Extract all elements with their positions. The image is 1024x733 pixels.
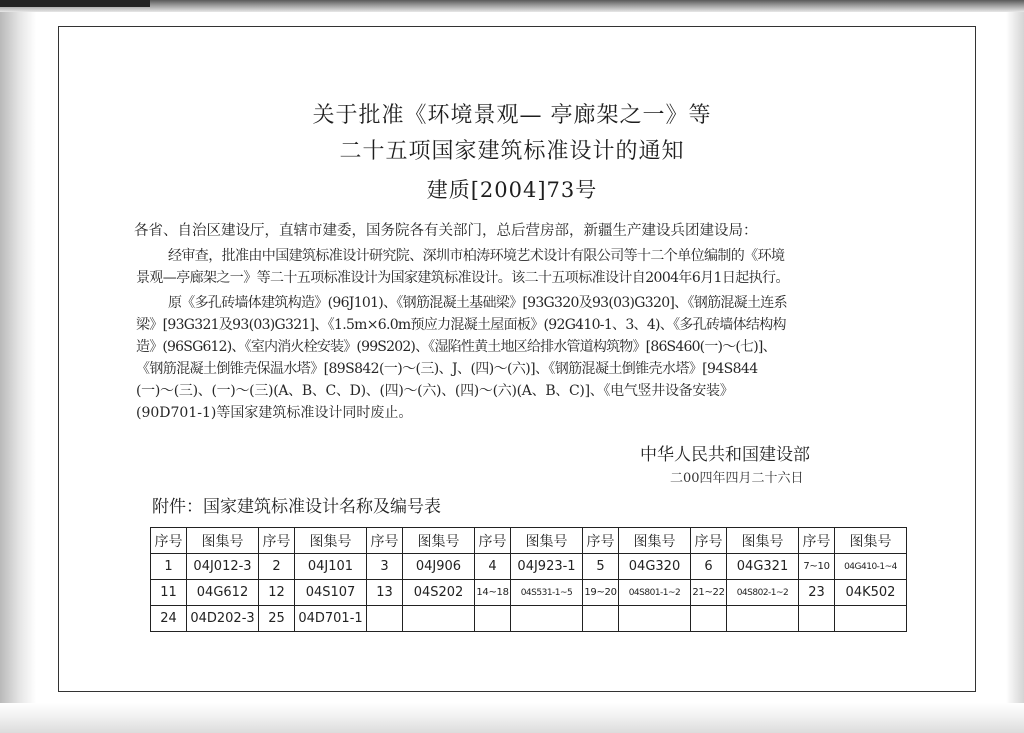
header-seq: 序号	[367, 528, 403, 554]
attachment-title: 附件：国家建筑标准设计名称及编号表	[152, 497, 441, 517]
table-cell	[727, 606, 799, 632]
table-cell: 5	[583, 554, 619, 580]
table-cell	[511, 606, 583, 632]
document-number: 建质[2004]73号	[426, 178, 598, 202]
table-row	[151, 606, 907, 632]
table-cell: 04G410-1~4	[835, 554, 907, 580]
table-cell: 04J906	[403, 554, 475, 580]
scan-edge-top	[0, 0, 1024, 12]
table-cell: 04D701-1	[295, 606, 367, 632]
header-atlas-no: 图集号	[619, 528, 691, 554]
table-cell: 24	[151, 606, 187, 632]
scan-edge-dark	[0, 0, 150, 7]
table-cell: 04S202	[403, 580, 475, 606]
paragraph-1-line-2: 景观—亭廊架之一》等二十五项标准设计为国家建筑标准设计。该二十五项标准设计自2004年6月1日起执行。	[136, 270, 789, 286]
addressees: 各省、自治区建设厅，直辖市建委，国务院各有关部门，总后营房部，新疆生产建设兵团建设局：	[134, 223, 758, 239]
table-cell	[619, 606, 691, 632]
header-seq: 序号	[475, 528, 511, 554]
scan-edge-bottom	[0, 703, 1024, 733]
table-cell: 04J101	[295, 554, 367, 580]
table-cell	[835, 606, 907, 632]
paragraph-2-line-4: 《钢筋混凝土倒锥壳保温水塔》[89S842(一)～(三)、J、(四)～(六)]、《钢筋混凝土倒锥壳水塔》[94S844	[136, 361, 758, 377]
notice-title-line-1: 关于批准《环境景观— 亭廊架之一》等	[312, 103, 712, 128]
table-cell: 3	[367, 554, 403, 580]
table-cell: 11	[151, 580, 187, 606]
header-seq: 序号	[691, 528, 727, 554]
table-cell: 04J012-3	[187, 554, 259, 580]
header-seq: 序号	[151, 528, 187, 554]
standards-table	[150, 527, 907, 632]
table-cell	[475, 606, 511, 632]
paragraph-2-line-3: 造》(96SG612)、《室内消火栓安装》(99S202)、《湿陷性黄土地区给排水管道构筑物》[86S460(一)～(七)]、	[136, 339, 776, 355]
table-cell	[799, 606, 835, 632]
table-cell: 04G612	[187, 580, 259, 606]
table-header-row	[151, 528, 907, 554]
table-cell: 12	[259, 580, 295, 606]
header-seq: 序号	[583, 528, 619, 554]
table-cell: 23	[799, 580, 835, 606]
table-cell	[583, 606, 619, 632]
issue-date: 二00四年四月二十六日	[670, 471, 804, 486]
table-cell: 04D202-3	[187, 606, 259, 632]
header-atlas-no: 图集号	[835, 528, 907, 554]
table-cell: 7~10	[799, 554, 835, 580]
table-cell	[403, 606, 475, 632]
paragraph-2-line-1: 原《多孔砖墙体建筑构造》(96J101)、《钢筋混凝土基础梁》[93G320及93(03)G320]、《钢筋混凝土连系	[168, 295, 787, 311]
header-seq: 序号	[799, 528, 835, 554]
table-cell: 04J923-1	[511, 554, 583, 580]
header-atlas-no: 图集号	[403, 528, 475, 554]
table-cell: 04K502	[835, 580, 907, 606]
table-row	[151, 580, 907, 606]
table-cell: 04S801-1~2	[619, 580, 691, 606]
issuing-authority: 中华人民共和国建设部	[640, 445, 810, 465]
header-atlas-no: 图集号	[187, 528, 259, 554]
table-cell: 04S107	[295, 580, 367, 606]
paragraph-2-line-5: (一)～(三)、(一)～(三)(A、B、C、D)、(四)～(六)、(四)～(六)(A、B、C)]、《电气竖井设备安装》	[136, 383, 734, 399]
table-cell: 25	[259, 606, 295, 632]
table-cell: 04S531-1~5	[511, 580, 583, 606]
paragraph-2-line-6: (90D701-1)等国家建筑标准设计同时废止。	[136, 405, 413, 421]
table-row	[151, 554, 907, 580]
header-atlas-no: 图集号	[511, 528, 583, 554]
table-cell: 19~20	[583, 580, 619, 606]
table-cell: 4	[475, 554, 511, 580]
header-seq: 序号	[259, 528, 295, 554]
table-cell: 6	[691, 554, 727, 580]
table-cell: 1	[151, 554, 187, 580]
table-cell: 13	[367, 580, 403, 606]
table-cell: 04G321	[727, 554, 799, 580]
paragraph-1-line-1: 经审查，批准由中国建筑标准设计研究院、深圳市柏涛环境艺术设计有限公司等十二个单位编制的《环境	[168, 248, 785, 264]
table-cell	[367, 606, 403, 632]
table-cell: 2	[259, 554, 295, 580]
paragraph-2-line-2: 梁》[93G321及93(03)G321]、《1.5m×6.0m预应力混凝土屋面板》(92G410-1、3、4)、《多孔砖墙体结构构	[136, 317, 786, 333]
header-atlas-no: 图集号	[727, 528, 799, 554]
notice-title-line-2: 二十五项国家建筑标准设计的通知	[339, 139, 685, 164]
table-cell: 04G320	[619, 554, 691, 580]
header-atlas-no: 图集号	[295, 528, 367, 554]
table-cell: 04S802-1~2	[727, 580, 799, 606]
table-cell: 21~22	[691, 580, 727, 606]
table-cell: 14~18	[475, 580, 511, 606]
table-cell	[691, 606, 727, 632]
